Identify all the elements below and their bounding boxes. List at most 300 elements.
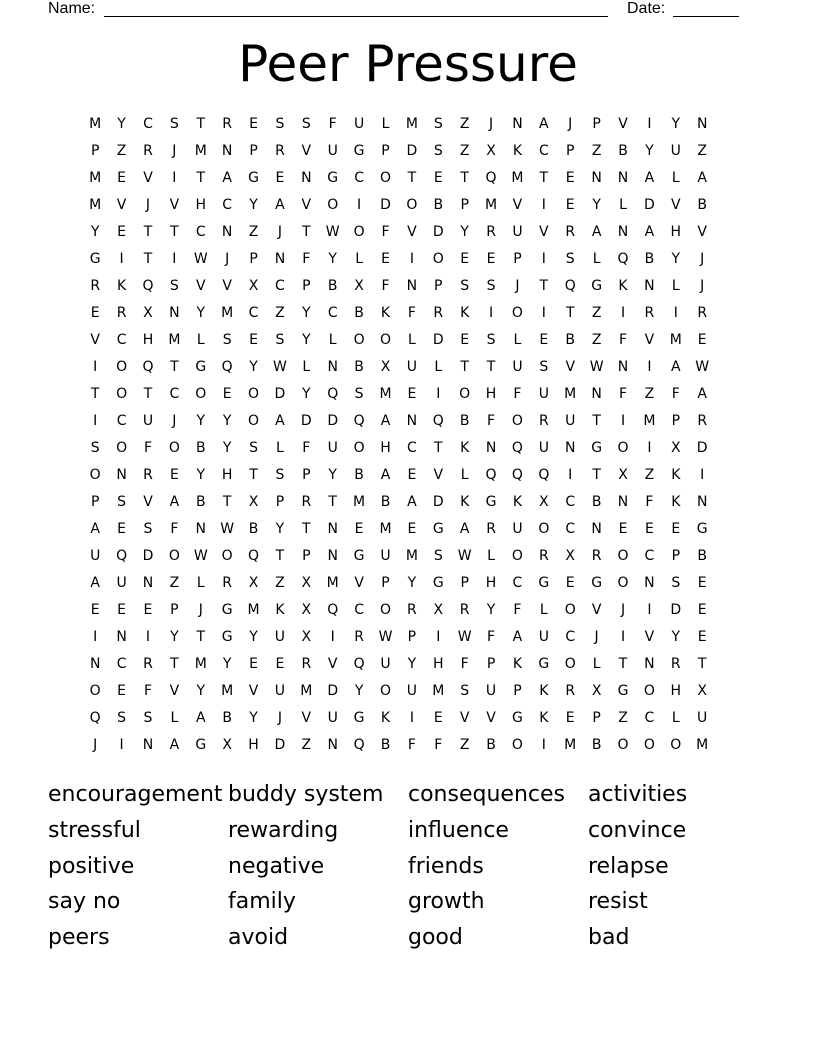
grid-letter: H (221, 467, 233, 483)
grid-letter: N (617, 494, 629, 510)
grid-letter: S (117, 494, 127, 510)
grid-letter: N (617, 224, 629, 240)
grid-letter: O (116, 386, 128, 402)
grid-letter: C (565, 521, 576, 537)
grid-letter: L (328, 332, 337, 348)
grid-letter: U (670, 143, 681, 159)
grid-letter: V (301, 197, 312, 213)
grid-letter: V (433, 467, 444, 483)
grid-letter: B (327, 278, 338, 294)
grid-letter: I (119, 737, 124, 753)
grid-letter: U (485, 683, 497, 699)
grid-letter: Y (222, 656, 232, 672)
grid-letter: O (327, 197, 339, 213)
grid-letter: U (406, 359, 417, 375)
grid-letter: P (302, 467, 311, 483)
grid-letter: O (617, 575, 629, 591)
grid-letter: E (565, 710, 575, 726)
grid-letter: F (302, 251, 311, 267)
grid-letter: T (433, 440, 443, 456)
grid-letter: B (380, 494, 391, 510)
grid-letter: C (512, 575, 523, 591)
grid-letter: G (485, 494, 497, 510)
grid-row (82, 138, 742, 165)
grid-letter: U (538, 440, 549, 456)
grid-letter: T (539, 278, 549, 294)
grid-letter: Y (249, 629, 258, 645)
grid-letter: G (195, 737, 207, 753)
grid-letter: Y (249, 359, 258, 375)
grid-letter: F (170, 521, 179, 537)
grid-letter: K (380, 710, 391, 726)
grid-letter: J (145, 197, 151, 213)
grid-letter: E (433, 170, 443, 186)
grid-letter: Q (485, 467, 497, 483)
grid-letter: Y (354, 683, 364, 699)
grid-letter: Y (302, 386, 311, 402)
grid-letter: U (380, 656, 391, 672)
word-bank-item: resist (588, 889, 648, 915)
grid-letter: Q (248, 548, 260, 564)
grid-letter: T (222, 494, 232, 510)
grid-letter: X (248, 494, 259, 510)
grid-letter: Y (671, 116, 681, 132)
grid-letter: I (541, 251, 546, 267)
grid-row (82, 165, 742, 192)
grid-letter: S (143, 521, 153, 537)
grid-letter: R (486, 224, 496, 240)
grid-letter: Q (142, 359, 154, 375)
grid-letter: I (172, 251, 177, 267)
grid-letter: K (380, 305, 391, 321)
grid-letter: C (116, 413, 127, 429)
grid-row (82, 570, 742, 597)
grid-letter: U (512, 359, 523, 375)
grid-letter: N (169, 305, 180, 321)
grid-letter: A (459, 521, 470, 537)
grid-letter: X (591, 683, 602, 699)
grid-row (82, 273, 742, 300)
grid-row (82, 354, 742, 381)
grid-letter: O (195, 386, 207, 402)
grid-letter: B (433, 197, 444, 213)
grid-letter: R (222, 116, 233, 132)
grid-letter: I (647, 359, 652, 375)
grid-letter: A (591, 224, 602, 240)
grid-letter: V (301, 143, 312, 159)
grid-letter: C (644, 548, 655, 564)
grid-letter: Q (353, 656, 365, 672)
grid-letter: K (671, 494, 681, 510)
grid-letter: N (274, 251, 286, 267)
grid-letter: X (618, 467, 628, 483)
grid-letter: C (116, 656, 127, 672)
grid-letter: A (697, 170, 707, 186)
grid-letter: L (671, 170, 680, 186)
grid-letter: I (409, 251, 414, 267)
grid-letter: B (222, 710, 232, 726)
grid-letter: O (617, 548, 629, 564)
grid-letter: M (89, 170, 102, 186)
grid-letter: G (432, 521, 444, 537)
grid-letter: P (434, 278, 443, 294)
grid-letter: P (302, 548, 311, 564)
grid-letter: M (247, 602, 260, 618)
grid-letter: Z (275, 575, 285, 591)
grid-letter: F (618, 332, 628, 348)
grid-letter: G (696, 521, 708, 537)
grid-letter: V (143, 170, 153, 186)
grid-letter: E (671, 521, 681, 537)
grid-letter: I (172, 170, 177, 186)
grid-row (82, 381, 742, 408)
grid-letter: T (249, 467, 258, 483)
grid-letter: C (327, 305, 338, 321)
grid-letter: S (143, 710, 153, 726)
grid-letter: Y (249, 197, 258, 213)
grid-letter: A (380, 467, 391, 483)
grid-letter: F (513, 602, 522, 618)
word-row (48, 920, 788, 956)
grid-letter: I (647, 602, 652, 618)
grid-letter: O (643, 737, 655, 753)
grid-letter: Y (671, 251, 681, 267)
grid-letter: E (460, 332, 470, 348)
grid-letter: U (380, 548, 391, 564)
grid-letter: R (670, 656, 681, 672)
word-bank-item: activities (588, 782, 688, 807)
grid-letter: O (511, 305, 523, 321)
grid-letter: E (407, 521, 417, 537)
grid-letter: C (222, 197, 233, 213)
grid-letter: D (327, 413, 339, 429)
grid-letter: Y (196, 413, 206, 429)
grid-letter: X (248, 575, 259, 591)
grid-letter: L (513, 332, 522, 348)
grid-letter: T (486, 359, 496, 375)
grid-letter: X (697, 683, 707, 699)
grid-letter: X (222, 737, 232, 753)
grid-letter: I (330, 629, 335, 645)
grid-letter: F (302, 440, 311, 456)
grid-letter: X (433, 602, 444, 618)
grid-letter: M (564, 737, 577, 753)
grid-letter: W (695, 359, 710, 375)
grid-letter: S (301, 116, 311, 132)
grid-letter: O (564, 656, 576, 672)
grid-letter: A (90, 575, 100, 591)
grid-letter: P (592, 116, 601, 132)
grid-letter: V (565, 359, 576, 375)
grid-letter: M (379, 521, 392, 537)
grid-letter: R (697, 413, 708, 429)
grid-letter: H (380, 440, 391, 456)
grid-letter: N (406, 278, 418, 294)
grid-letter: U (116, 575, 127, 591)
grid-letter: W (378, 629, 393, 645)
grid-letter: S (565, 251, 575, 267)
grid-letter: P (249, 251, 258, 267)
grid-letter: J (620, 602, 626, 618)
grid-letter: N (564, 440, 576, 456)
word-search-grid (82, 111, 742, 759)
grid-letter: W (589, 359, 604, 375)
grid-letter: E (539, 332, 549, 348)
grid-letter: T (460, 170, 469, 186)
grid-letter: G (221, 629, 233, 645)
grid-letter: O (511, 548, 523, 564)
grid-letter: E (249, 116, 258, 132)
grid-letter: E (644, 521, 654, 537)
grid-letter: T (302, 224, 311, 240)
name-field-line[interactable] (104, 0, 608, 17)
grid-letter: Y (117, 116, 126, 132)
grid-letter: Z (248, 224, 259, 240)
grid-letter: A (222, 170, 232, 186)
grid-letter: F (434, 737, 443, 753)
grid-letter: Z (644, 386, 655, 402)
grid-letter: R (143, 656, 153, 672)
grid-letter: M (564, 386, 577, 402)
grid-row (82, 732, 742, 759)
grid-letter: L (355, 251, 363, 267)
grid-letter: E (249, 332, 258, 348)
grid-letter: O (538, 521, 550, 537)
grid-letter: Y (222, 440, 232, 456)
word-bank-item: relapse (588, 853, 669, 879)
grid-letter: G (538, 656, 550, 672)
grid-letter: E (697, 629, 707, 645)
word-bank-item: encouragement (48, 782, 223, 807)
grid-letter: N (327, 521, 338, 537)
grid-letter: R (354, 629, 364, 645)
grid-letter: J (594, 629, 599, 645)
grid-letter: P (275, 494, 285, 510)
grid-letter: C (354, 170, 364, 186)
grid-letter: E (565, 170, 575, 186)
grid-letter: S (354, 386, 364, 402)
word-bank-item: friends (408, 853, 484, 879)
grid-letter: D (696, 440, 708, 456)
name-label: Name: (48, 0, 96, 17)
grid-letter: J (515, 278, 520, 294)
grid-letter: F (487, 629, 496, 645)
grid-letter: L (276, 440, 284, 456)
grid-letter: A (407, 494, 417, 510)
grid-letter: Y (486, 602, 496, 618)
grid-letter: V (90, 332, 100, 348)
grid-letter: M (643, 413, 656, 429)
grid-letter: V (143, 494, 153, 510)
grid-letter: V (644, 629, 655, 645)
grid-letter: E (249, 656, 258, 672)
grid-letter: Y (222, 413, 232, 429)
grid-letter: K (618, 278, 628, 294)
grid-letter: Y (275, 521, 285, 537)
grid-letter: G (195, 359, 207, 375)
grid-letter: E (90, 305, 100, 321)
grid-letter: A (512, 629, 523, 645)
grid-letter: F (513, 386, 522, 402)
grid-letter: Y (196, 683, 206, 699)
word-bank-item: negative (228, 853, 325, 879)
grid-letter: U (697, 710, 708, 726)
word-bank-item: buddy system (228, 782, 384, 807)
grid-letter: G (538, 575, 550, 591)
grid-letter: U (90, 548, 101, 564)
grid-letter: N (327, 737, 338, 753)
word-bank-item: good (408, 925, 463, 951)
grid-letter: X (539, 494, 549, 510)
grid-letter: R (697, 305, 708, 321)
grid-letter: Y (302, 305, 311, 321)
grid-letter: W (193, 251, 208, 267)
grid-letter: O (379, 683, 391, 699)
grid-letter: X (301, 575, 312, 591)
grid-row (82, 543, 742, 570)
grid-letter: H (485, 386, 497, 402)
grid-letter: E (565, 575, 575, 591)
grid-letter: K (460, 494, 470, 510)
grid-letter: N (116, 467, 127, 483)
grid-letter: X (380, 359, 391, 375)
grid-letter: N (696, 116, 708, 132)
grid-letter: W (193, 548, 208, 564)
grid-letter: G (353, 710, 365, 726)
grid-letter: X (301, 602, 312, 618)
date-field-line[interactable] (673, 0, 739, 17)
word-row (48, 849, 788, 885)
grid-letter: N (591, 521, 602, 537)
grid-letter: O (89, 467, 101, 483)
grid-letter: A (275, 413, 285, 429)
grid-row (82, 246, 742, 273)
grid-letter: U (274, 629, 286, 645)
grid-letter: O (564, 602, 576, 618)
grid-letter: Q (353, 737, 365, 753)
grid-letter: G (512, 710, 523, 726)
grid-letter: U (353, 116, 365, 132)
grid-letter: S (169, 278, 179, 294)
grid-letter: U (538, 629, 549, 645)
grid-letter: O (168, 548, 180, 564)
grid-letter: Y (249, 710, 258, 726)
grid-letter: G (591, 440, 603, 456)
grid-letter: I (620, 629, 626, 645)
grid-letter: P (566, 143, 575, 159)
grid-letter: C (406, 440, 417, 456)
word-bank-item: peers (48, 925, 110, 951)
grid-letter: Q (353, 413, 365, 429)
grid-letter: E (486, 251, 496, 267)
grid-letter: O (353, 224, 365, 240)
grid-letter: N (406, 413, 418, 429)
grid-letter: C (248, 305, 259, 321)
grid-letter: T (143, 386, 153, 402)
grid-letter: B (459, 413, 470, 429)
grid-letter: T (618, 656, 628, 672)
grid-letter: A (671, 359, 681, 375)
grid-letter: N (89, 656, 101, 672)
grid-letter: D (432, 224, 444, 240)
grid-letter: T (460, 359, 469, 375)
grid-letter: I (568, 467, 573, 483)
grid-letter: M (221, 683, 234, 699)
grid-letter: C (143, 116, 153, 132)
grid-letter: S (169, 116, 179, 132)
grid-letter: V (459, 710, 470, 726)
grid-letter: J (488, 116, 494, 132)
grid-letter: Q (221, 359, 233, 375)
grid-letter: B (697, 548, 707, 564)
grid-letter: N (221, 143, 233, 159)
grid-letter: M (696, 737, 709, 753)
grid-letter: T (592, 413, 601, 429)
grid-letter: R (116, 305, 127, 321)
grid-letter: F (381, 278, 390, 294)
grid-letter: K (539, 683, 549, 699)
grid-letter: Z (169, 575, 180, 591)
grid-letter: C (644, 710, 655, 726)
grid-letter: O (248, 386, 260, 402)
grid-letter: X (670, 440, 681, 456)
grid-letter: V (327, 656, 338, 672)
grid-letter: E (143, 602, 153, 618)
grid-letter: N (512, 116, 523, 132)
grid-letter: I (541, 305, 546, 321)
grid-letter: V (222, 278, 232, 294)
grid-letter: X (301, 629, 312, 645)
grid-letter: I (93, 413, 98, 429)
grid-letter: P (90, 494, 100, 510)
grid-letter: U (327, 440, 338, 456)
grid-letter: F (487, 413, 496, 429)
grid-letter: U (142, 413, 154, 429)
grid-letter: V (248, 683, 259, 699)
grid-letter: G (353, 143, 365, 159)
grid-letter: F (328, 116, 337, 132)
grid-letter: N (142, 575, 154, 591)
grid-letter: E (618, 521, 628, 537)
word-bank-item: influence (408, 817, 509, 843)
grid-letter: O (116, 359, 128, 375)
grid-letter: D (406, 143, 418, 159)
grid-letter: B (354, 305, 364, 321)
grid-letter: I (357, 197, 362, 213)
grid-letter: T (90, 386, 100, 402)
grid-letter: Q (116, 548, 128, 564)
grid-letter: E (433, 710, 443, 726)
grid-letter: T (565, 305, 575, 321)
grid-letter: P (460, 197, 469, 213)
grid-letter: R (407, 602, 417, 618)
grid-letter: Y (170, 629, 179, 645)
grid-letter: C (565, 629, 576, 645)
grid-letter: E (117, 602, 127, 618)
grid-letter: T (170, 359, 179, 375)
grid-letter: P (90, 143, 100, 159)
grid-letter: T (143, 224, 153, 240)
grid-letter: J (700, 251, 705, 267)
grid-letter: T (170, 656, 179, 672)
grid-letter: O (617, 440, 629, 456)
grid-letter: O (116, 440, 128, 456)
grid-letter: U (512, 521, 523, 537)
grid-letter: Q (432, 413, 444, 429)
grid-letter: I (436, 629, 441, 645)
grid-letter: B (354, 467, 364, 483)
grid-letter: Q (538, 467, 550, 483)
